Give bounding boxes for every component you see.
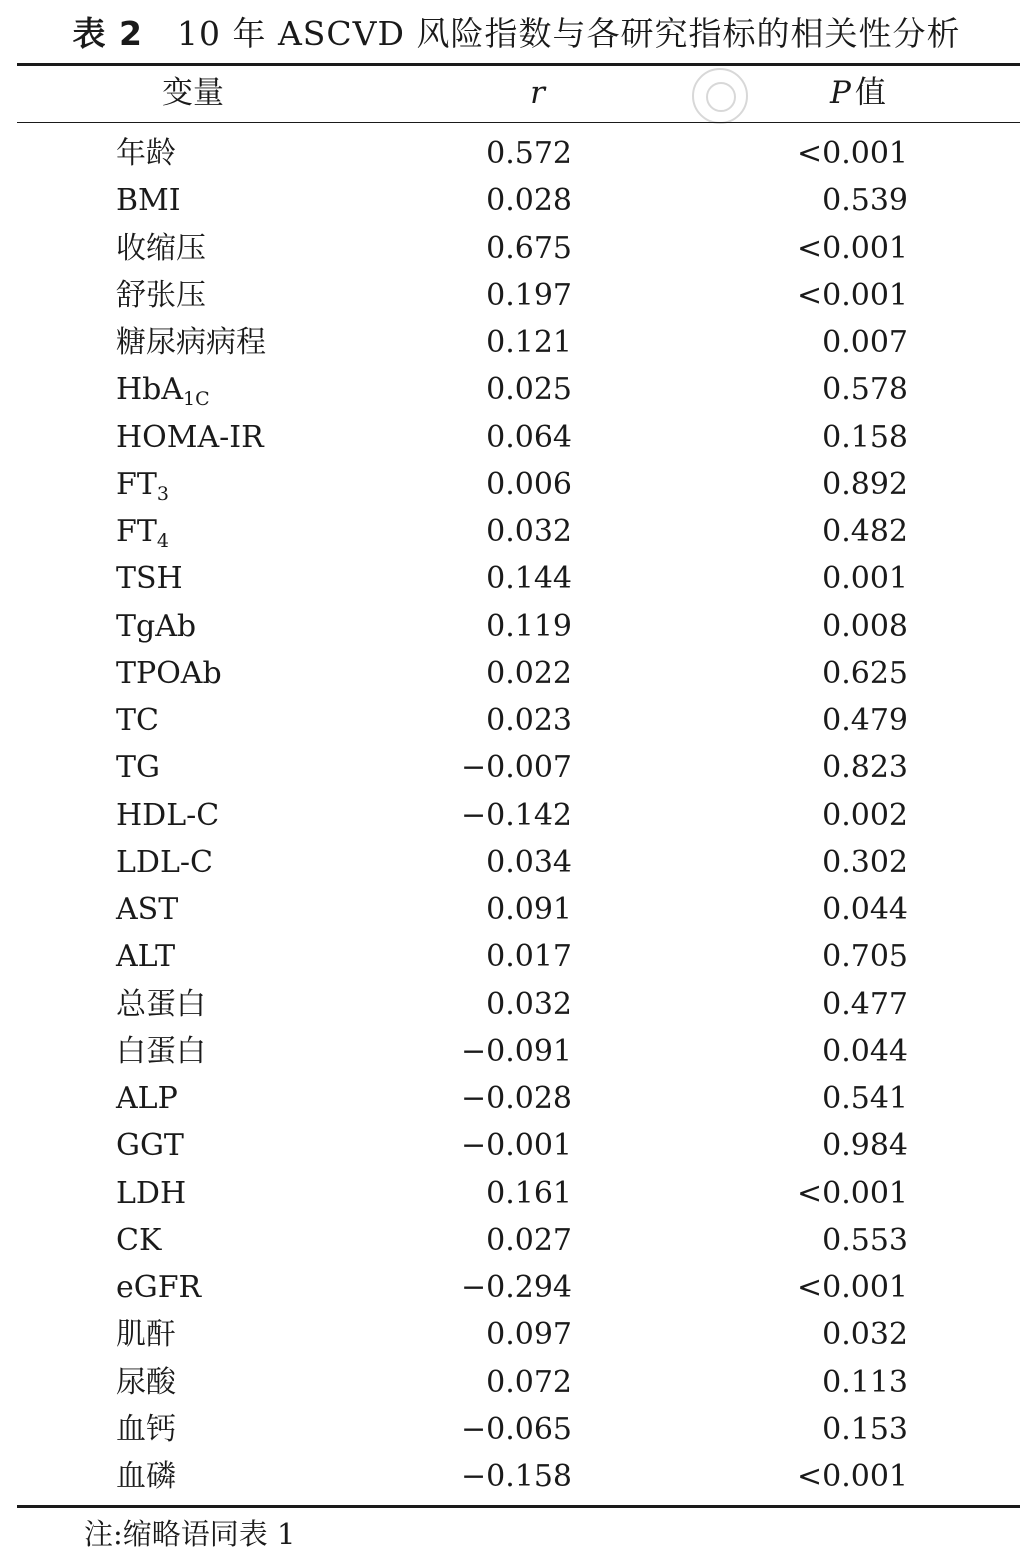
cell-p-value: 0.823 [822, 750, 908, 786]
table-number: 表 2 [72, 14, 143, 53]
table-row [0, 1028, 1033, 1075]
cell-variable [116, 1264, 201, 1311]
cell-r-value: 0.032 [486, 514, 572, 549]
header-r: r [530, 75, 545, 111]
variable-name: ALP [116, 1081, 178, 1116]
table-row [0, 461, 1033, 508]
cell-r-value: −0.007 [460, 750, 572, 786]
cell-variable [116, 225, 206, 272]
cell-r-value: 0.097 [486, 1317, 572, 1353]
variable-name: TgAb [116, 608, 197, 644]
cell-r-value: 0.022 [486, 655, 572, 691]
variable-name: eGFR [116, 1270, 202, 1305]
cell-r-value: 0.121 [486, 325, 572, 360]
cell-p-value: 0.302 [822, 844, 908, 880]
table-row [0, 508, 1033, 555]
cell-variable [116, 366, 210, 413]
table-row [0, 1264, 1033, 1311]
cell-r-value: −0.294 [460, 1270, 572, 1305]
cell-variable [116, 650, 222, 697]
cell-p-value: 0.892 [822, 466, 908, 502]
variable-name: AST [116, 892, 179, 927]
cell-p-value: 0.153 [822, 1411, 908, 1447]
cell-r-value: 0.006 [486, 466, 572, 502]
cell-p-value: 0.578 [822, 372, 908, 408]
cell-p-value: <0.001 [796, 277, 908, 313]
variable-name: CK [116, 1222, 162, 1258]
table-row [0, 1217, 1033, 1264]
cell-p-value: 0.625 [822, 655, 908, 691]
cell-variable [116, 792, 219, 839]
cell-r-value: 0.032 [486, 986, 572, 1022]
cell-r-value: 0.161 [486, 1175, 572, 1211]
variable-name: FT [116, 466, 157, 502]
cell-p-value: <0.001 [796, 1175, 908, 1211]
variable-name: HbA [116, 372, 184, 408]
cell-variable [116, 1028, 206, 1075]
table-row [0, 225, 1033, 272]
cell-r-value: 0.017 [486, 939, 572, 975]
variable-name: HOMA-IR [116, 419, 264, 455]
table-note: 注:缩略语同表 1 [84, 1517, 296, 1551]
variable-name: 糖尿病病程 [116, 325, 266, 360]
cell-variable [116, 603, 196, 650]
cell-p-value: 0.479 [822, 703, 908, 738]
cell-r-value: −0.158 [460, 1459, 572, 1494]
table-row [0, 414, 1033, 461]
variable-name: 收缩压 [116, 230, 206, 266]
cell-variable [116, 839, 213, 886]
cell-variable [116, 1406, 176, 1453]
table-row [0, 319, 1033, 366]
cell-p-value: 0.113 [822, 1364, 908, 1400]
variable-subscript: 3 [156, 482, 169, 505]
watermark-seal-icon [692, 68, 748, 124]
variable-name: TSH [116, 561, 183, 597]
cell-variable [116, 130, 176, 177]
cell-variable [116, 555, 183, 602]
cell-p-value: 0.984 [822, 1128, 908, 1164]
cell-r-value: −0.001 [460, 1128, 572, 1164]
cell-p-value: <0.001 [796, 1459, 908, 1494]
cell-variable [116, 272, 206, 319]
table-row [0, 130, 1033, 177]
table-row [0, 744, 1033, 791]
variable-name: TG [116, 750, 160, 786]
bottom-rule [17, 1505, 1020, 1508]
cell-r-value: 0.091 [486, 892, 572, 927]
cell-r-value: 0.023 [486, 703, 572, 738]
variable-name: FT [116, 514, 157, 549]
header-variable: 变量 [162, 75, 224, 111]
variable-name: GGT [116, 1128, 184, 1164]
cell-variable [116, 1075, 178, 1122]
cell-p-value: <0.001 [796, 136, 908, 171]
table-row [0, 1406, 1033, 1453]
table-row [0, 886, 1033, 933]
table-row [0, 1311, 1033, 1358]
cell-r-value: 0.027 [486, 1222, 572, 1258]
cell-variable [116, 697, 159, 744]
variable-name: 白蛋白 [116, 1033, 206, 1069]
cell-r-value: 0.028 [486, 183, 572, 219]
table-row [0, 603, 1033, 650]
variable-name: 尿酸 [116, 1364, 176, 1400]
variable-name: 年龄 [116, 136, 176, 171]
table-row [0, 650, 1033, 697]
table-row [0, 839, 1033, 886]
cell-r-value: 0.144 [486, 561, 572, 597]
cell-variable [116, 1453, 176, 1500]
table-row [0, 981, 1033, 1028]
variable-subscript: 1C [183, 388, 210, 411]
cell-p-value: 0.477 [822, 986, 908, 1022]
cell-variable [116, 414, 264, 461]
cell-p-value: 0.001 [822, 561, 908, 597]
table-row [0, 366, 1033, 413]
variable-name: 舒张压 [116, 277, 206, 313]
cell-variable [116, 319, 266, 366]
cell-variable [116, 744, 160, 791]
cell-p-value: 0.541 [822, 1081, 908, 1116]
cell-r-value: −0.142 [460, 797, 572, 833]
variable-name: 血钙 [116, 1411, 176, 1447]
table-row [0, 792, 1033, 839]
cell-variable [116, 886, 178, 933]
variable-name: TC [116, 703, 159, 738]
cell-r-value: 0.072 [486, 1364, 572, 1400]
cell-variable [116, 1311, 176, 1358]
table-row [0, 1359, 1033, 1406]
cell-p-value: <0.001 [796, 1270, 908, 1305]
table-row [0, 1075, 1033, 1122]
cell-p-value: 0.705 [822, 939, 908, 975]
variable-name: LDH [116, 1175, 187, 1211]
cell-variable [116, 508, 169, 555]
variable-name: TPOAb [116, 655, 222, 691]
variable-subscript: 4 [156, 530, 169, 552]
table-row [0, 555, 1033, 602]
cell-r-value: −0.065 [460, 1411, 572, 1447]
cell-r-value: 0.197 [486, 277, 572, 313]
table-row [0, 272, 1033, 319]
cell-p-value: 0.158 [822, 419, 908, 455]
cell-r-value: 0.119 [486, 608, 572, 644]
table-row [0, 1122, 1033, 1169]
cell-p-value: 0.002 [822, 797, 908, 833]
table-row [0, 1453, 1033, 1500]
cell-r-value: 0.064 [486, 419, 572, 455]
table-row [0, 933, 1033, 980]
cell-p-value: 0.539 [822, 183, 908, 219]
cell-variable [116, 1359, 176, 1406]
table-row [0, 1170, 1033, 1217]
variable-name: 总蛋白 [116, 986, 206, 1022]
header-p-letter: P [830, 75, 851, 111]
cell-variable [116, 1170, 186, 1217]
cell-variable [116, 981, 206, 1028]
table-row [0, 177, 1033, 224]
cell-p-value: <0.001 [796, 230, 908, 266]
cell-r-value: −0.091 [460, 1033, 572, 1069]
cell-variable [116, 933, 175, 980]
cell-r-value: 0.675 [486, 230, 572, 266]
variable-name: 血磷 [116, 1459, 176, 1494]
cell-p-value: 0.044 [822, 892, 908, 927]
cell-r-value: 0.025 [486, 372, 572, 408]
top-rule [17, 63, 1020, 66]
variable-name: LDL-C [116, 844, 213, 880]
cell-p-value: 0.007 [822, 325, 908, 360]
cell-p-value: 0.032 [822, 1317, 908, 1353]
cell-p-value: 0.482 [822, 514, 908, 549]
cell-r-value: 0.572 [486, 136, 572, 171]
cell-variable [116, 1217, 161, 1264]
variable-name: ALT [116, 939, 176, 975]
table-title [0, 10, 1033, 58]
cell-variable [116, 177, 181, 224]
header-rule [17, 122, 1020, 123]
variable-name: HDL-C [116, 797, 220, 833]
variable-name: BMI [116, 183, 181, 219]
table-body [0, 130, 1033, 1500]
header-p-suffix: 值 [854, 75, 886, 111]
table-row [0, 697, 1033, 744]
cell-variable [116, 1122, 184, 1169]
header-p-value [830, 70, 886, 116]
table-title-text: 10 年 ASCVD 风险指数与各研究指标的相关性分析 [177, 14, 961, 53]
cell-p-value: 0.553 [822, 1222, 908, 1258]
cell-r-value: 0.034 [486, 844, 572, 880]
variable-name: 肌酐 [116, 1317, 176, 1353]
cell-p-value: 0.044 [822, 1033, 908, 1069]
cell-r-value: −0.028 [460, 1081, 572, 1116]
cell-variable [116, 461, 169, 508]
cell-p-value: 0.008 [822, 608, 908, 644]
